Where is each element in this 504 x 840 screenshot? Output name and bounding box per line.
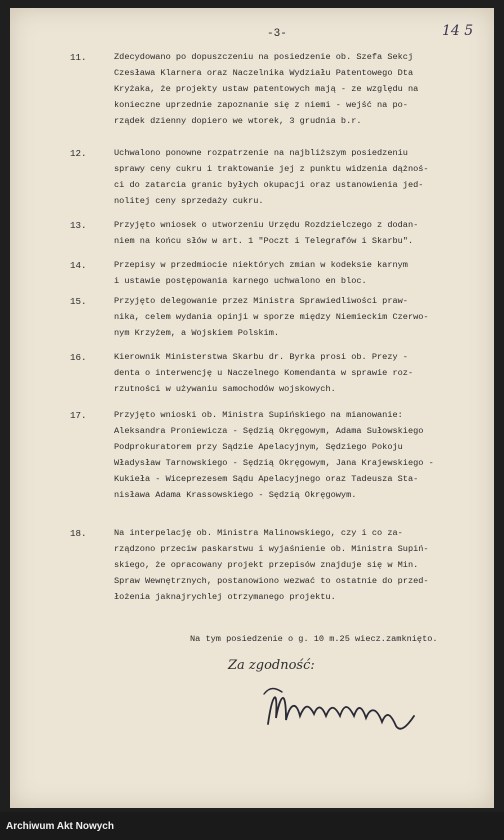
item-text-line: denta o interwencję u Naczelnego Komendanta w sprawie roz- (114, 368, 414, 378)
item-text-line: konieczne uprzednie zapoznanie się z niemi - wejść na po- (114, 100, 408, 110)
item-text-line: i ustawie postępowania karnego uchwalono en bloc. (114, 276, 367, 286)
item-number: 14. (70, 260, 87, 271)
item-text-line: Kryżaka, że projekty ustaw patentowych mają - ze względu na (114, 84, 419, 94)
item-text-line: nisława Adama Krassowskiego - Sędzią Okręgowym. (114, 490, 357, 500)
item-number: 13. (70, 220, 87, 231)
item-number: 18. (70, 528, 87, 539)
item-text-line: Przyjęto wnioski ob. Ministra Supińskiego na mianowanie: (114, 410, 403, 420)
handwritten-page-number: 14 5 (442, 23, 474, 39)
item-number: 17. (70, 410, 87, 421)
item-number: 11. (70, 52, 87, 63)
item-text-line: Uchwalono ponowne rozpatrzenie na najbliższym posiedzeniu (114, 148, 408, 158)
item-text-line: niem na końcu słów w art. 1 "Poczt i Telegrafów i Skarbu". (114, 236, 414, 246)
item-text-line: Przyjęto wniosek o utworzeniu Urzędu Rozdzielczego z dodan- (114, 220, 419, 230)
item-number: 12. (70, 148, 87, 159)
item-text-line: Przyjęto delegowanie przez Ministra Sprawiedliwości praw- (114, 296, 408, 306)
item-text-line: Aleksandra Proniewicza - Sędzią Okręgowym, Adama Sułowskiego (114, 426, 424, 436)
item-text-line: łożenia jaknajrychlej otrzymanego projektu. (114, 592, 336, 602)
item-text-line: rządzono przeciw paskarstwu i wyjaśnienie ob. Ministra Supiń- (114, 544, 429, 554)
archive-label: Archiwum Akt Nowych (6, 821, 114, 832)
item-text-line: rzutności w używaniu samochodów wojskowych. (114, 384, 336, 394)
item-text-line: nika, celem wydania opinji w sporze między Niemieckim Czerwo- (114, 312, 429, 322)
closing-statement: Na tym posiedzenie o g. 10 m.25 wiecz.zamknięto. (190, 634, 438, 644)
item-text-line: rządek dzienny dopiero we wtorek, 3 grudnia b.r. (114, 116, 362, 126)
item-text-line: nolitej ceny sprzedaży cukru. (114, 196, 264, 206)
item-text-line: Zdecydowano po dopuszczeniu na posiedzenie ob. Szefa Sekcj (114, 52, 414, 62)
item-text-line: Kukieła - Wiceprezesem Sądu Apelacyjnego oraz Tadeusza Sta- (114, 474, 419, 484)
item-text-line: Władysław Tarnowskiego - Sędzią Okręgowym, Jana Krajewskiego - (114, 458, 434, 468)
item-text-line: nym Krzyżem, a Wojskiem Polskim. (114, 328, 280, 338)
item-text-line: skiego, że opracowany projekt przepisów znajduje się w Min. (114, 560, 419, 570)
item-text-line: Przepisy w przedmiocie niektórych zmian w kodeksie karnym (114, 260, 408, 270)
handwritten-signature (256, 676, 426, 736)
item-text-line: ci do zatarcia granic byłych okupacji oraz ustanowienia jed- (114, 180, 424, 190)
item-text-line: Kierownik Ministerstwa Skarbu dr. Byrka prosi ob. Prezy - (114, 352, 408, 362)
item-text-line: Czesława Klarnera oraz Naczelnika Wydziału Patentowego Dta (114, 68, 414, 78)
page-number: -3- (267, 28, 287, 40)
signature-label: Za zgodność: (228, 658, 315, 673)
item-text-line: Podprokuratorem przy Sądzie Apelacyjnym, Sędziego Pokoju (114, 442, 403, 452)
item-number: 15. (70, 296, 87, 307)
item-number: 16. (70, 352, 87, 363)
archive-footer (0, 812, 504, 840)
item-text-line: Spraw Wewnętrznych, postanowiono wezwać to ostatnie do przed- (114, 576, 429, 586)
item-text-line: sprawy ceny cukru i traktowanie jej z punktu widzenia dążnoś- (114, 164, 429, 174)
item-text-line: Na interpelację ob. Ministra Malinowskiego, czy i co za- (114, 528, 403, 538)
document-page (10, 8, 494, 808)
